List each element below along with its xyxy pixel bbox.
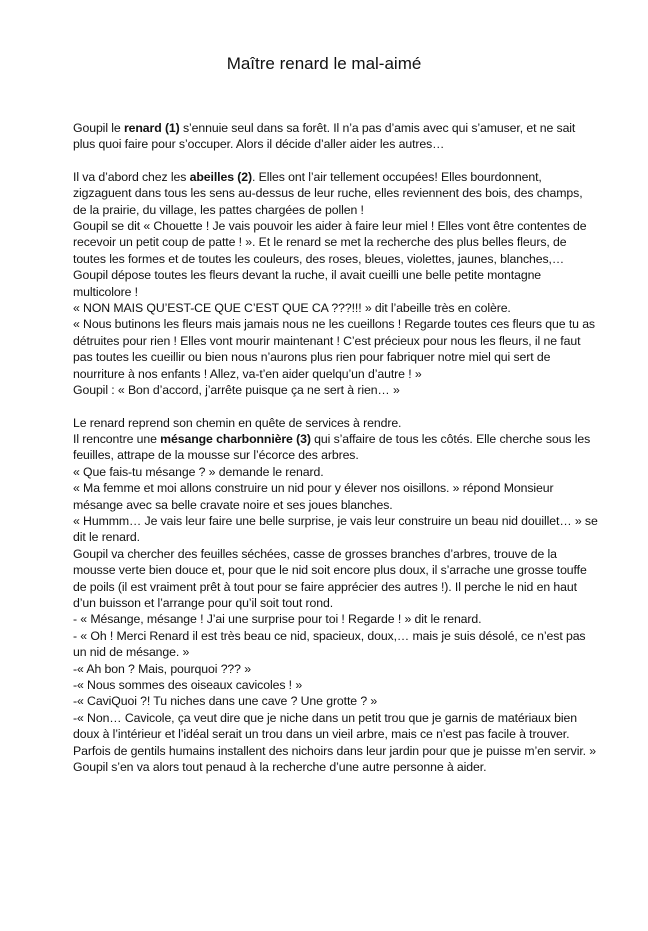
paragraph-gap (73, 399, 599, 415)
bold-term-renard: renard (1) (123, 121, 180, 135)
bold-term-abeilles: abeilles (2) (189, 169, 253, 184)
document-title: Maître renard le mal-aimé (226, 54, 422, 73)
paragraph-line: Goupil va chercher des feuilles séchées, casse de grosses branches d’arbres, trouve de la mousse verte bien douce et, pour que le nid soit encore plus doux, il s’arrache une grosse touffe de poils (il est vraiment prêt à tout pour se faire apprécier des autres !). Il perche le nid en haut d’un buisson et l’arrange pour qu’il soit tout rond. (73, 546, 587, 610)
paragraph-line: « Nous butinons les fleurs mais jamais nous ne les cueillons ! Regarde toutes ces fleurs que tu as détruites pour rien ! Elles vont mourir maintenant ! C’est précieux pour nous les fleurs, il ne faut pas toutes les cueillir ou bien nous n’aurons plus rien pour fabriquer notre miel qui sert de nourriture à nos enfants ! Allez, va-t’en aider quelqu’un d’autre ! » (73, 317, 595, 381)
paragraph-line: -« Nous sommes des oiseaux cavicoles ! » (73, 678, 303, 692)
paragraph-line: « Ma femme et moi allons construire un nid pour y élever nos oisillons. » répond Monsieur mésange avec sa belle cravate noire et ses joues blanches. (73, 481, 554, 512)
paragraph-line: « Que fais-tu mésange ? » demande le renard. (73, 464, 324, 479)
paragraph-mesange (73, 431, 599, 464)
bold-term-mesange: mésange charbonnière (3) (160, 431, 311, 446)
paragraph-line: Goupil s’en va alors tout penaud à la recherche d’une autre personne à aider. (73, 760, 487, 775)
document-body (73, 120, 599, 775)
paragraph-line: -« Non… Cavicole, ça veut dire que je niche dans un petit trou que je garnis de matériaux bien doux à l’intérieur et l’idéal serait un trou dans un vieil arbre, mais ce n’est pas facile à trouver. Parfois de gentils humains installent des nichoirs dans leur jardin pour que je puisse m’en servir. » (73, 710, 597, 758)
paragraph-line: Goupil se dit « Chouette ! Je vais pouvoir les aider à faire leur miel ! Elles vont être contentes de recevoir un petit coup de patte ! ». Et le renard se met la recherche des plus belles fleurs, de toutes les formes et de toutes les couleurs, des roses, bleues, violettes, jaunes, blanches,… (73, 219, 587, 266)
text-run: qui s’affaire de tous les côtés. Elle cherche sous les feuilles, attrape de la mousse sur l’écorce des arbres. (73, 431, 591, 463)
paragraph-abeilles (73, 169, 599, 218)
text-run: Il rencontre une (73, 431, 161, 446)
paragraph-line: « Hummm… Je vais leur faire une belle surprise, je vais leur construire un beau nid douillet… » se dit le renard. (73, 513, 598, 545)
paragraph-line: - « Mésange, mésange ! J’ai une surprise pour toi ! Regarde ! » dit le renard. (73, 612, 482, 627)
paragraph-intro (73, 120, 599, 153)
paragraph-line: Goupil dépose toutes les fleurs devant la ruche, il avait cueilli une belle petite montagne multicolore ! (73, 268, 542, 299)
text-run: . Elles ont l’air tellement occupées! Elles bourdonnent, zigzaguent dans tous les sens au-dessus de leur ruche, elles reviennent des bois, des champs, de la prairie, du village, les pattes chargées de pollen ! (73, 169, 583, 217)
text-run: Goupil le (73, 121, 124, 135)
paragraph-gap (73, 153, 599, 169)
paragraph-line: -« Ah bon ? Mais, pourquoi ??? » (73, 661, 251, 676)
paragraph-line: Le renard reprend son chemin en quête de services à rendre. (73, 415, 402, 430)
text-run: s’ennuie seul dans sa forêt. Il n’a pas d’amis avec qui s’amuser, et ne sait plus quoi faire pour s’occuper. Alors il décide d’aller aider les autres… (73, 121, 576, 152)
paragraph-line: -« CaviQuoi ?! Tu niches dans une cave ? Une grotte ? » (73, 694, 378, 709)
text-run: Il va d’abord chez les (73, 169, 190, 184)
paragraph-line: - « Oh ! Merci Renard il est très beau ce nid, spacieux, doux,… mais je suis désolé, ce n’est pas un nid de mésange. » (73, 628, 586, 660)
paragraph-line: Goupil : « Bon d’accord, j’arrête puisque ça ne sert à rien… » (73, 383, 400, 398)
paragraph-line: « NON MAIS QU’EST-CE QUE C’EST QUE CA ???!!! » dit l’abeille très en colère. (73, 301, 511, 316)
